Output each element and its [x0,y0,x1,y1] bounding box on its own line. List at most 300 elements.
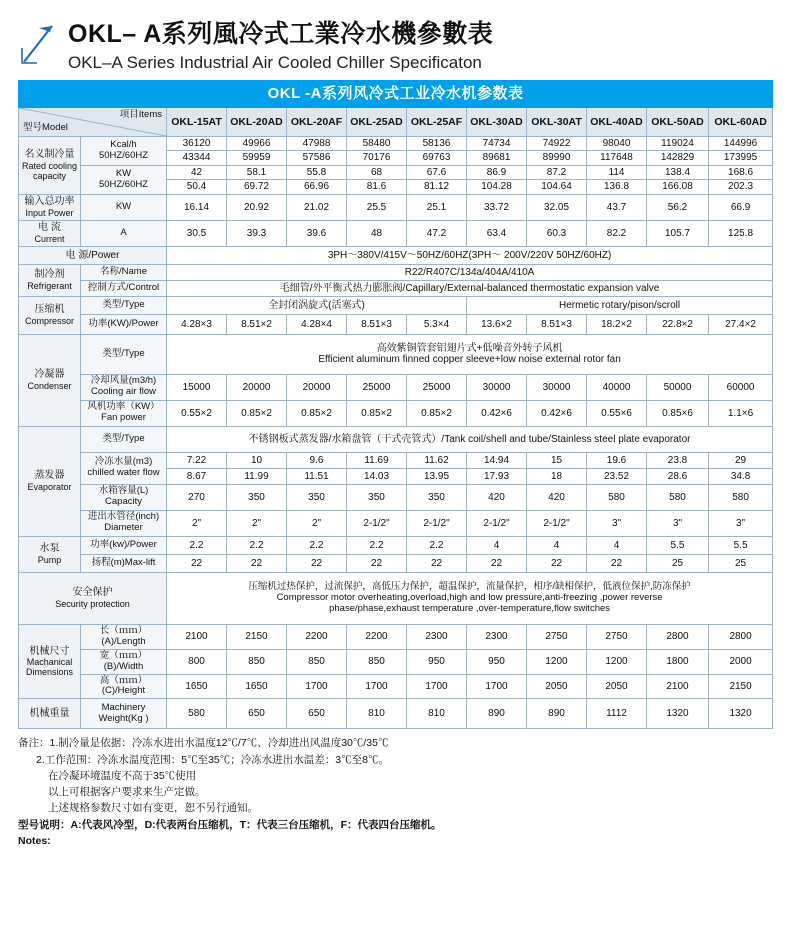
value-cell: 1700 [287,674,347,699]
value-cell: 8.51×2 [227,314,287,334]
value-cell: 14.03 [347,468,407,484]
compressor-type-row [19,296,773,314]
model-name: OKL-15AT [171,115,222,128]
value-cell: 125.8 [709,220,773,246]
sub-label-kw [81,165,167,194]
label-en-1: Machinery [101,701,146,713]
value-cell: 850 [347,649,407,674]
value-cell: 0.85×2 [407,400,467,426]
value-cell: 2-1/2" [467,510,527,536]
value-cell: 850 [227,649,287,674]
value-cell: 63.4 [467,220,527,246]
power-value: 3PH～380V/415V～50HZ/60HZ(3PH～ 200V/220V 50HZ/60HZ) [167,246,773,264]
header-corner-cell [19,107,167,136]
freq-label: 50HZ/60HZ [98,149,149,161]
value-cell: 16.14 [167,194,227,220]
value-cell: 580 [647,484,709,510]
pump-lift-row [19,554,773,572]
value-cell: 5.5 [709,536,773,554]
value-cell: 114 [587,165,647,180]
note-line-1: 备注：1.制冷量是依据：冷冻水进出水温度12℃/7℃、冷却进出风温度30℃/35℃ [18,737,389,750]
unit-label: Kcal/h [110,138,137,150]
value-cell: 67.6 [407,165,467,180]
label-cn: 安全保护 [72,587,113,599]
value-cell: 89990 [527,151,587,166]
sub-label-height: 高（ｍｍ）(C)/Height [81,674,167,699]
security-value [167,572,773,624]
value-cell: 420 [527,484,587,510]
rated-capacity-kw-row1 [19,165,773,180]
row-label-rated-capacity [19,136,81,194]
label-cn: 输入总功率 [24,196,75,208]
unit-label: KW [115,167,132,179]
value-cell: 33.72 [467,194,527,220]
evaporator-diameter-row [19,510,773,536]
sub-label-width: 宽（ｍｍ）(B)/Width [81,649,167,674]
value-cell: 104.28 [467,180,527,195]
value-cell: 15 [527,452,587,468]
value-cell: 68 [347,165,407,180]
value-cell: 2.2 [347,536,407,554]
sub-label-pipe-diameter [81,510,167,536]
value-cell: 23.52 [587,468,647,484]
value-cell: 3" [647,510,709,536]
value-cell: 40000 [587,374,647,400]
model-cell [467,107,527,136]
value-cell: 4 [527,536,587,554]
sub-label-control: 控制方式/Control [81,280,167,296]
value-cell: 39.3 [227,220,287,246]
rated-capacity-kcal-row1 [19,136,773,151]
value-cell: 1700 [467,674,527,699]
value-cell: 2800 [647,624,709,649]
value-cell: 74734 [467,136,527,151]
value-cell: 105.7 [647,220,709,246]
value-cell: 15000 [167,374,227,400]
value-cell: 42 [167,165,227,180]
value-cell: 13.6×2 [467,314,527,334]
unit-label: A [81,220,167,246]
refrigerant-control-value: 毛细管/外平衡式热力膨胀阀/Capillary/External-balanced thermostatic expansion valve [167,280,773,296]
value-cell: 3" [709,510,773,536]
value-cell: 25.5 [347,194,407,220]
label-en: Rated cooling capacity [21,160,78,182]
label-en: Current [34,233,65,244]
row-label-evaporator [19,426,81,536]
value-cell: 5.5 [647,536,709,554]
condenser-type-en: Efficient aluminum finned copper sleeve+low noise external rotor fan [318,354,621,366]
evaporator-type-row [19,426,773,452]
value-cell: 0.55×2 [167,400,227,426]
sub-label-type: 类型/Type [81,426,167,452]
value-cell: 580 [167,699,227,729]
table-banner: OKL -A系列风冷式工业冷水机参数表 [19,80,773,107]
row-label-condenser [19,334,81,426]
value-cell: 142829 [647,151,709,166]
evaporator-capacity-row [19,484,773,510]
value-cell: 19.6 [587,452,647,468]
value-cell: 11.69 [347,452,407,468]
label-en: Refrigerant [27,280,72,291]
value-cell: 2750 [527,624,587,649]
model-cell [287,107,347,136]
value-cell: 56.2 [647,194,709,220]
row-label-security [19,572,167,624]
value-cell: 0.85×2 [227,400,287,426]
value-cell: 22 [347,554,407,572]
model-cell [167,107,227,136]
value-cell: 580 [709,484,773,510]
value-cell: 30.5 [167,220,227,246]
label-en: Fan power [101,412,146,424]
value-cell: 57586 [287,151,347,166]
model-name: OKL-30AT [531,115,582,128]
unit-label: KW [81,194,167,220]
value-cell: 2.2 [287,536,347,554]
value-cell: 55.8 [287,165,347,180]
value-cell: 86.9 [467,165,527,180]
value-cell: 2200 [287,624,347,649]
value-cell: 138.4 [647,165,709,180]
value-cell: 168.6 [709,165,773,180]
value-cell: 890 [467,699,527,729]
value-cell: 104.64 [527,180,587,195]
value-cell: 350 [407,484,467,510]
model-cell [527,107,587,136]
value-cell: 1200 [587,649,647,674]
label-en: Machanical Dimensions [25,657,74,678]
sub-label-chilled-water-flow [81,452,167,484]
sub-label-pump-lift: 扬程(m)Max-lift [81,554,167,572]
value-cell: 1200 [527,649,587,674]
pump-power-row [19,536,773,554]
value-cell: 2750 [587,624,647,649]
value-cell: 4.28×3 [167,314,227,334]
value-cell: 1650 [227,674,287,699]
value-cell: 22 [587,554,647,572]
value-cell: 136.8 [587,180,647,195]
value-cell: 28.6 [647,468,709,484]
security-cn: 压缩机过热保护，过流保护，高低压力保护，超温保护，流量保护，相序/缺相保护，低液位保护,防冻保护 [248,580,691,592]
sub-label-fan-power [81,400,167,426]
value-cell: 36120 [167,136,227,151]
value-cell: 8.51×3 [527,314,587,334]
value-cell: 2" [227,510,287,536]
value-cell: 69.72 [227,180,287,195]
value-cell: 22 [407,554,467,572]
value-cell: 87.2 [527,165,587,180]
spec-table [18,80,773,730]
table-banner-row [19,80,773,107]
label-en: Diameter [104,522,143,534]
value-cell: 60.3 [527,220,587,246]
label-cn: 水箱容量(L) [98,485,149,497]
value-cell: 2050 [527,674,587,699]
value-cell: 2-1/2" [527,510,587,536]
model-header-row [19,107,773,136]
value-cell: 66.9 [709,194,773,220]
note-line-6: 型号说明：A:代表风冷型，D:代表两台压缩机，T：代表三台压缩机，F：代表四台压缩机。 [18,818,442,831]
value-cell: 69763 [407,151,467,166]
value-cell: 0.85×2 [287,400,347,426]
value-cell: 2050 [587,674,647,699]
value-cell: 166.08 [647,180,709,195]
value-cell: 1700 [347,674,407,699]
page-header [0,0,790,80]
value-cell: 2100 [647,674,709,699]
value-cell: 60000 [709,374,773,400]
value-cell: 10 [227,452,287,468]
evaporator-type-value: 不锈钢板式蒸发器/水箱盘管（干式壳管式）/Tank coil/shell and tube/Stainless steel plate evaporator [167,426,773,452]
value-cell: 2150 [709,674,773,699]
value-cell: 3" [587,510,647,536]
value-cell: 58.1 [227,165,287,180]
value-cell: 8.51×3 [347,314,407,334]
value-cell: 1320 [709,699,773,729]
model-name: OKL-30AD [470,115,523,128]
value-cell: 1650 [167,674,227,699]
condenser-fanpower-row [19,400,773,426]
value-cell: 11.51 [287,468,347,484]
row-label-refrigerant [19,264,81,296]
value-cell: 117648 [587,151,647,166]
value-cell: 0.85×2 [347,400,407,426]
value-cell: 800 [167,649,227,674]
sub-label-name: 名称/Name [81,264,167,280]
value-cell: 82.2 [587,220,647,246]
note-line-5: 上述规格参数尺寸如有变更，恕不另行通知。 [48,802,258,815]
value-cell: 22 [227,554,287,572]
value-cell: 23.8 [647,452,709,468]
arrow-swoosh-logo-icon [18,18,62,66]
value-cell: 22 [287,554,347,572]
security-en-1: Compressor motor overheating,overload,high and low pressure,anti-freezing ,power reverse [276,591,663,603]
compressor-type-en: Hermetic rotary/pison/scroll [467,296,773,314]
note-line-4: 以上可根据客户要求来生产定做。 [48,786,206,799]
value-cell: 810 [347,699,407,729]
value-cell: 2100 [167,624,227,649]
sub-label-compressor-power: 功率(KW)/Power [81,314,167,334]
value-cell: 950 [467,649,527,674]
value-cell: 58136 [407,136,467,151]
value-cell: 81.6 [347,180,407,195]
model-cell [647,107,709,136]
value-cell: 30000 [467,374,527,400]
sub-label-length: 长（ｍｍ）(A)/Length [81,624,167,649]
value-cell: 11.62 [407,452,467,468]
value-cell: 0.85×6 [647,400,709,426]
value-cell: 66.96 [287,180,347,195]
model-name: OKL-25AD [350,115,403,128]
value-cell: 350 [347,484,407,510]
value-cell: 58480 [347,136,407,151]
model-cell [709,107,773,136]
value-cell: 89681 [467,151,527,166]
value-cell: 1112 [587,699,647,729]
model-name: OKL-20AD [230,115,283,128]
note-line-3: 在冷凝环境温度不高于35℃使用 [48,769,197,782]
footer-notes [0,729,790,849]
value-cell: 144996 [709,136,773,151]
page-title-en: OKL–A Series Industrial Air Cooled Chiller Specificaton [68,52,482,72]
label-cn: 电 流 [38,222,61,234]
value-cell: 2-1/2" [407,510,467,536]
model-name: OKL-20AF [290,115,343,128]
model-name: OKL-25AF [410,115,463,128]
corner-label-model: 型号Model [23,121,68,133]
compressor-power-row [19,314,773,334]
label-en: Pump [37,554,62,565]
row-label-pump [19,536,81,572]
model-cell [587,107,647,136]
label-cn: 制冷剂 [34,269,65,281]
value-cell: 5.3×4 [407,314,467,334]
value-cell: 98040 [587,136,647,151]
model-cell [227,107,287,136]
value-cell: 0.42×6 [467,400,527,426]
value-cell: 50.4 [167,180,227,195]
value-cell: 20000 [287,374,347,400]
model-name: OKL-40AD [590,115,643,128]
value-cell: 580 [587,484,647,510]
label-cn: 冷却风量(m3/h) [90,375,157,387]
input-power-row [19,194,773,220]
value-cell: 81.12 [407,180,467,195]
label-en: Compressor [24,315,74,326]
label-cn: 冷凝器 [34,369,65,381]
value-cell: 1700 [407,674,467,699]
value-cell: 1800 [647,649,709,674]
spec-table-wrap [0,80,790,730]
value-cell: 47988 [287,136,347,151]
value-cell: 25000 [407,374,467,400]
condenser-type-row [19,334,773,374]
sub-label-weight [81,699,167,729]
condenser-type-value [167,334,773,374]
value-cell: 47.2 [407,220,467,246]
row-label-weight: 机械重量 [19,699,81,729]
corner-label-items: 项目Items [119,108,162,120]
sub-label-type: 类型/Type [81,334,167,374]
row-label-current [19,220,81,246]
value-cell: 270 [167,484,227,510]
value-cell: 350 [227,484,287,510]
value-cell: 173995 [709,151,773,166]
value-cell: 1.1×6 [709,400,773,426]
label-cn: 压缩机 [34,304,65,316]
row-label-dimensions [19,624,81,699]
value-cell: 48 [347,220,407,246]
label-en: Evaporator [27,481,72,492]
value-cell: 30000 [527,374,587,400]
sub-label-kcal [81,136,167,165]
condenser-type-cn: 高效紫铜管套铝翅片式+低噪音外转子风机 [376,342,563,354]
page-title-cn: OKL– A系列風冷式工業冷水機參數表 [68,20,494,48]
value-cell: 70176 [347,151,407,166]
value-cell: 9.6 [287,452,347,468]
value-cell: 1320 [647,699,709,729]
compressor-type-cn: 全封闭涡旋式(活塞式) [167,296,467,314]
value-cell: 2.2 [407,536,467,554]
value-cell: 8.67 [167,468,227,484]
value-cell: 202.3 [709,180,773,195]
value-cell: 18.2×2 [587,314,647,334]
label-cn: 名义制冷量 [24,149,75,161]
value-cell: 7.22 [167,452,227,468]
value-cell: 2.2 [167,536,227,554]
value-cell: 950 [407,649,467,674]
value-cell: 650 [287,699,347,729]
security-en-2: phase/phase,exhaust temperature ,over-temperature,flow switches [329,602,611,614]
value-cell: 2300 [467,624,527,649]
condenser-airflow-row [19,374,773,400]
sub-label-air-flow [81,374,167,400]
value-cell: 4.28×4 [287,314,347,334]
value-cell: 22 [467,554,527,572]
label-cn: 水泵 [39,543,60,555]
value-cell: 22 [167,554,227,572]
value-cell: 27.4×2 [709,314,773,334]
value-cell: 2800 [709,624,773,649]
value-cell: 29 [709,452,773,468]
value-cell: 119024 [647,136,709,151]
value-cell: 2.2 [227,536,287,554]
label-en: Condenser [27,380,72,391]
value-cell: 22 [527,554,587,572]
value-cell: 43.7 [587,194,647,220]
model-name: OKL-50AD [651,115,704,128]
value-cell: 11.99 [227,468,287,484]
power-supply-row [19,246,773,264]
value-cell: 2200 [347,624,407,649]
value-cell: 21.02 [287,194,347,220]
sub-label-tank-capacity [81,484,167,510]
value-cell: 17.93 [467,468,527,484]
value-cell: 25.1 [407,194,467,220]
value-cell: 0.55×6 [587,400,647,426]
freq-label: 50HZ/60HZ [98,178,149,190]
value-cell: 4 [587,536,647,554]
label-cn: 机械尺寸 [29,645,70,657]
row-label-input-power [19,194,81,220]
label-en: Capacity [105,496,142,508]
value-cell: 32.05 [527,194,587,220]
value-cell: 20000 [227,374,287,400]
value-cell: 650 [227,699,287,729]
value-cell: 2150 [227,624,287,649]
value-cell: 2300 [407,624,467,649]
label-cn: 风机功率（KW） [87,401,160,413]
row-label-power: 电 源/Power [19,246,167,264]
title-block [68,18,493,74]
sub-label-type: 类型/Type [81,296,167,314]
value-cell: 34.8 [709,468,773,484]
value-cell: 13.95 [407,468,467,484]
label-en: Cooling air flow [91,386,156,398]
value-cell: 2" [287,510,347,536]
value-cell: 350 [287,484,347,510]
dimension-height-row [19,674,773,699]
value-cell: 0.42×6 [527,400,587,426]
value-cell: 4 [467,536,527,554]
refrigerant-control-row [19,280,773,296]
machinery-weight-row [19,699,773,729]
value-cell: 50000 [647,374,709,400]
model-cell [407,107,467,136]
value-cell: 420 [467,484,527,510]
label-en: Input Power [25,207,74,218]
dimension-length-row [19,624,773,649]
